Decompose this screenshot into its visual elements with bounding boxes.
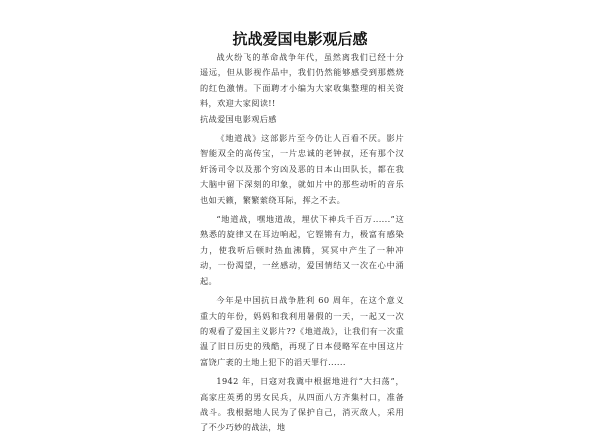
body-paragraph: “地道战，嘿地道战，埋伏下神兵千百万......”这熟悉的旋律又在耳边响起，它铿锵有力，极富有感染力，使我听后顿时热血沸腾，冥冥中产生了一种冲动，一份渴望，一丝感动，爱国情结又一次在心中涌起。 [200, 214, 404, 286]
body-paragraph: 1942 年，日寇对我冀中根据地进行“大扫荡”，高家庄英勇的男女民兵，从四面八方齐集村口，准备战斗。我根据地人民为了保护自己，消灭敌人，采用了不少巧妙的战法，地 [200, 376, 404, 433]
body-paragraph: 《地道战》这部影片至今仍让人百看不厌。影片智能双全的高传宝，一片忠诚的老钟叔，还有那个汉奸汤司令以及那个穷凶及恶的日本山田队长，都在我大脑中留下深刻的印象，就如片中的那些动听的音乐也如天籁，繁繁萦绕耳际，挥之不去。 [200, 133, 404, 205]
intro-paragraph: 战火纷飞的革命战争年代，虽然离我们已经十分遥远，但从影视作品中，我们仍然能够感受到那燃烧的红色激情。下面聘才小编为大家收集整理的相关资料，欢迎大家阅读!! [200, 52, 404, 109]
document-title: 抗战爱国电影观后感 [232, 30, 368, 48]
document-body [200, 50, 404, 436]
body-paragraph: 今年是中国抗日战争胜利 60 周年，在这个意义重大的年份，妈妈和我利用暑假的一天，一起又一次的观看了爱国主义影片??《地道战》，让我们有一次重温了旧日历史的残酷，再现了日本侵略军在中国这片富饶广袤的土地上犯下的滔天罪行...... [200, 295, 404, 367]
subheading: 抗战爱国电影观后感 [200, 113, 277, 124]
